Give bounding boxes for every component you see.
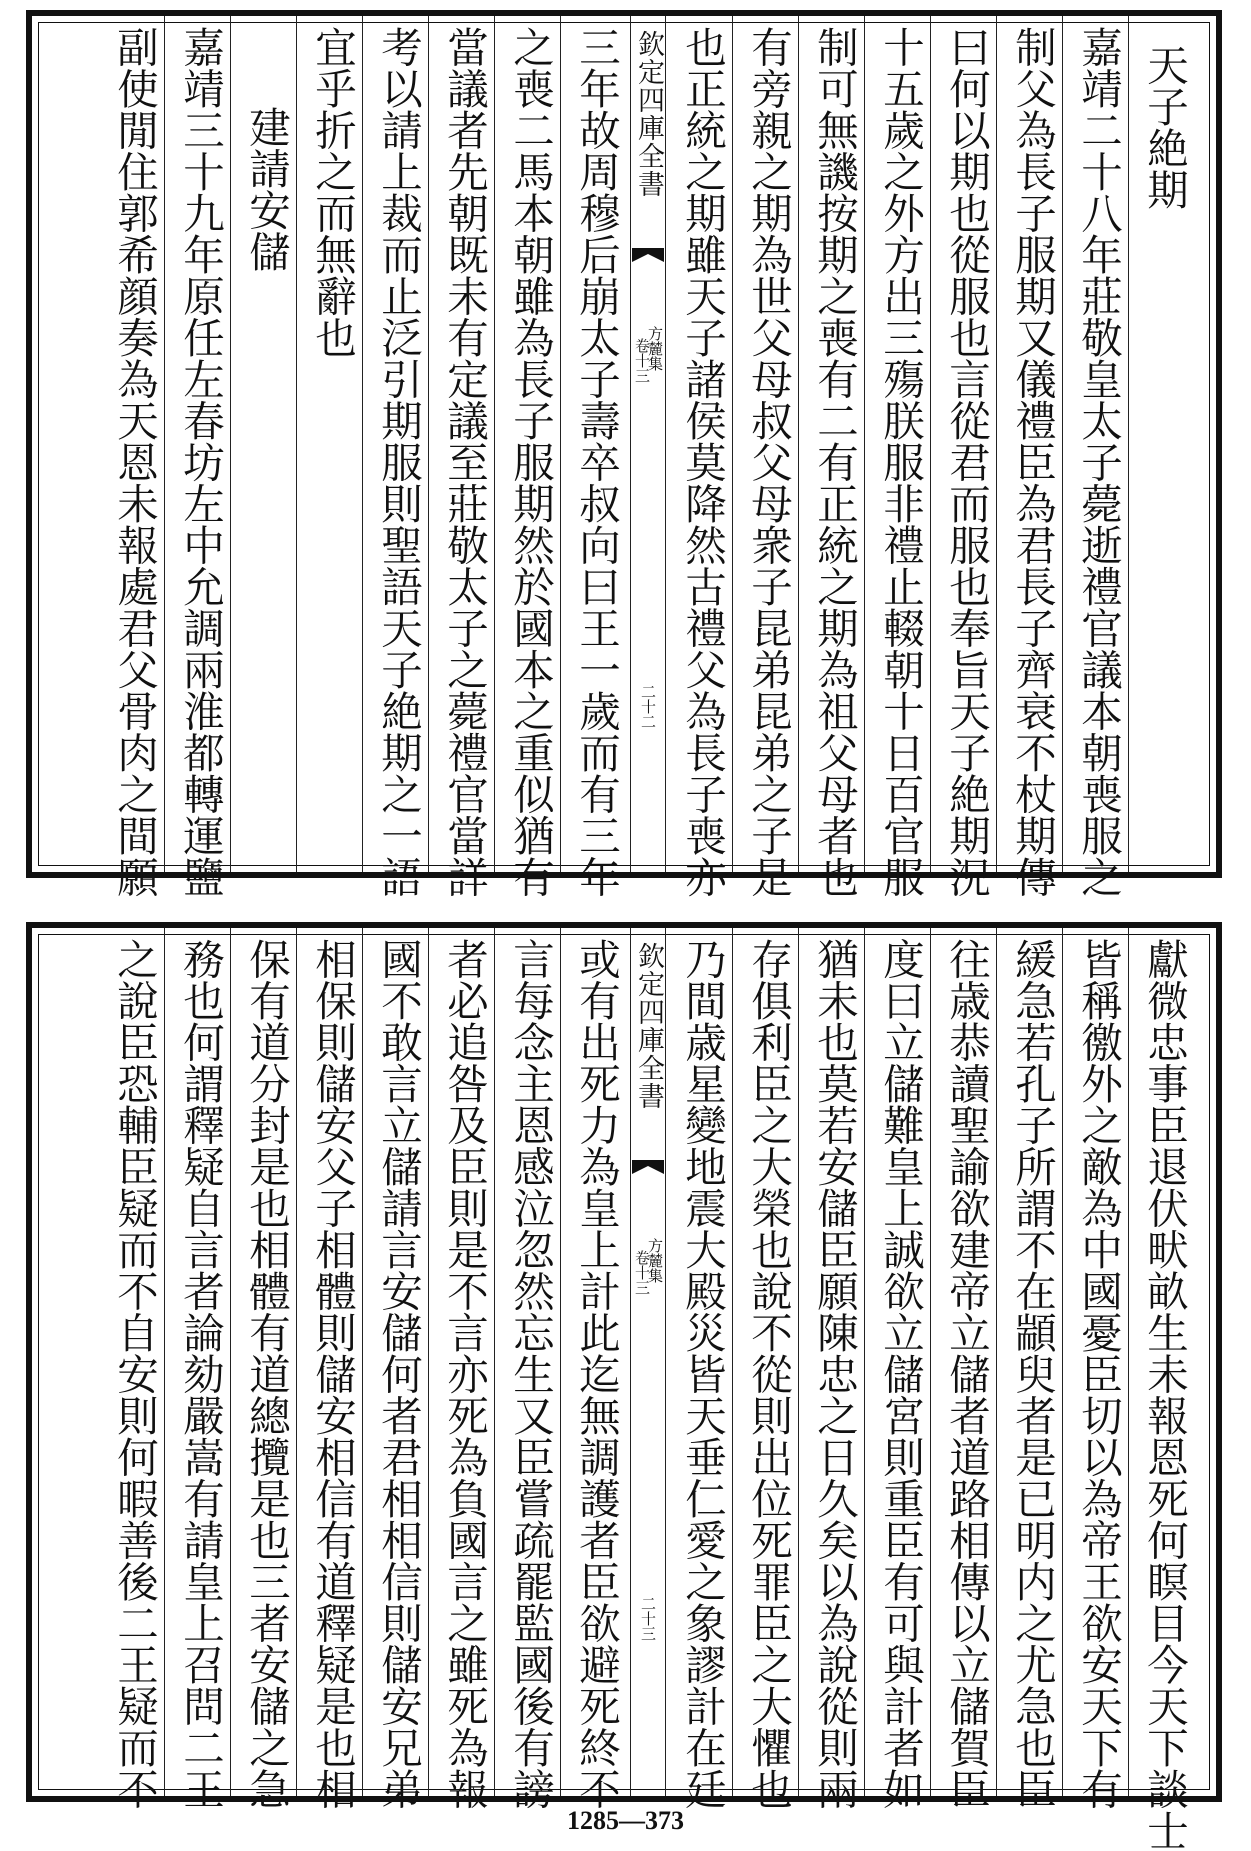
- volume-page-footer: 1285—373: [567, 1806, 684, 1835]
- text-column: 乃間歳星變地震大殿災皆天垂仁愛之象謬計在廷: [678, 938, 727, 1810]
- fold-title: 欽定四庫全書: [633, 30, 664, 198]
- text-column: 皆稱徼外之敵為中國憂臣切以為帝王欲安天下有: [1074, 938, 1123, 1810]
- text-column: 保有道分封是也相體有道總攬是也三者安儲之急: [242, 938, 291, 1810]
- text-column: 考以請上裁而止泛引期服則聖語天子絶期之一語: [374, 26, 423, 898]
- column-rule: [164, 928, 165, 1796]
- column-rule: [296, 16, 297, 872]
- column-rule: [428, 928, 429, 1796]
- book-title: 方麓集: [646, 326, 664, 371]
- column-rule: [362, 16, 363, 872]
- column-rule: [494, 928, 495, 1796]
- column-rule: [1062, 928, 1063, 1796]
- text-column: 存俱利臣之大榮也說不從則出位死罪臣之大懼也: [744, 938, 793, 1810]
- column-rule: [560, 16, 561, 872]
- text-column: 獻微忠事臣退伏畎畝生未報恩死何瞑目今天下談士: [1140, 938, 1189, 1851]
- section-heading: 建請安儲: [242, 106, 291, 272]
- text-column: 嘉靖二十八年莊敬皇太子薨逝禮官議本朝喪服之: [1074, 26, 1123, 898]
- column-rule: [996, 16, 997, 872]
- text-column: 也正統之期雖天子諸侯莫降然古禮父為長子喪亦: [678, 26, 727, 898]
- column-rule: [230, 928, 231, 1796]
- column-rule: [428, 16, 429, 872]
- text-column: 宜乎折之而無辭也: [308, 26, 357, 358]
- text-column: 有旁親之期為世父母叔父母衆子昆弟昆弟之子是: [744, 26, 793, 898]
- top-page: [26, 10, 1222, 898]
- column-rule: [164, 16, 165, 872]
- text-column: 當議者先朝既未有定議至莊敬太子之薨禮官當詳: [440, 26, 489, 898]
- text-column: 嘉靖三十九年原任左春坊左中允調兩淮都轉運鹽: [176, 26, 225, 898]
- column-rule: [930, 16, 931, 872]
- column-rule: [930, 928, 931, 1796]
- column-rule: [798, 16, 799, 872]
- book-title: 方麓集: [646, 1238, 664, 1283]
- column-rule: [732, 928, 733, 1796]
- text-column: 之喪二馬本朝雖為長子服期然於國本之重似猶有: [506, 26, 555, 898]
- text-column: 天子絶期: [1140, 44, 1189, 210]
- page-number: 二十二: [639, 684, 657, 729]
- column-rule: [864, 16, 865, 872]
- text-column: 副使閒住郭希顔奏為天恩未報處君父骨肉之間願: [110, 26, 159, 898]
- column-rule: [362, 928, 363, 1796]
- text-column: 往歳恭讀聖諭欲建帝立儲者道路相傳以立儲賀臣: [942, 938, 991, 1810]
- text-column: 制父為長子服期又儀禮臣為君長子齊衰不杖期傳: [1008, 26, 1057, 898]
- fold-title: 欽定四庫全書: [633, 942, 664, 1110]
- column-rule: [732, 16, 733, 872]
- text-column: 制可無譏按期之喪有二有正統之期為祖父母者也: [810, 26, 859, 898]
- chapter-label: 卷十三: [633, 1250, 651, 1295]
- fishtail-mark-icon: [632, 1160, 664, 1174]
- text-column: 言每念主恩感泣忽然忘生又臣嘗疏罷監國後有謗: [506, 938, 555, 1810]
- center-fold: [630, 16, 666, 872]
- column-rule: [560, 928, 561, 1796]
- column-rule: [1062, 16, 1063, 872]
- column-rule: [996, 928, 997, 1796]
- text-column: 度曰立儲難皇上誠欲立儲宮則重臣有可與計者如: [876, 938, 925, 1810]
- text-column: 相保則儲安父子相體則儲安相信有道釋疑是也相: [308, 938, 357, 1810]
- center-fold: [630, 928, 666, 1796]
- column-rule: [494, 16, 495, 872]
- text-column: 或有出死力為皇上計此迄無調護者臣欲避死終不: [572, 938, 621, 1810]
- column-rule: [864, 928, 865, 1796]
- text-column: 緩急若孔子所謂不在顓臾者是已明内之尤急也臣: [1008, 938, 1057, 1810]
- text-column: 務也何謂釋疑自言者論劾嚴嵩有請皇上召問二王: [176, 938, 225, 1810]
- text-column: 國不敢言立儲請言安儲何者君相相信則儲安兄弟: [374, 938, 423, 1810]
- page-number: 二十三: [639, 1596, 657, 1641]
- text-column: 十五歲之外方出三殤朕服非禮止輟朝十日百官服: [876, 26, 925, 898]
- column-rule: [1128, 928, 1129, 1796]
- text-column: 之說臣恐輔臣疑而不自安則何暇善後二王疑而不: [110, 938, 159, 1810]
- column-rule: [296, 928, 297, 1796]
- text-column: 猶未也莫若安儲臣願陳忠之日久矣以為說從則兩: [810, 938, 859, 1810]
- column-rule: [798, 928, 799, 1796]
- fishtail-mark-icon: [632, 248, 664, 262]
- text-column: 曰何以期也從服也言從君而服也奉旨天子絶期況: [942, 26, 991, 898]
- chapter-label: 卷十三: [633, 338, 651, 383]
- column-rule: [1128, 16, 1129, 872]
- text-column: 三年故周穆后崩太子壽卒叔向曰王一歲而有三年: [572, 26, 621, 898]
- column-rule: [230, 16, 231, 872]
- text-column: 者必追咎及臣則是不言亦死為負國言之雖死為報: [440, 938, 489, 1810]
